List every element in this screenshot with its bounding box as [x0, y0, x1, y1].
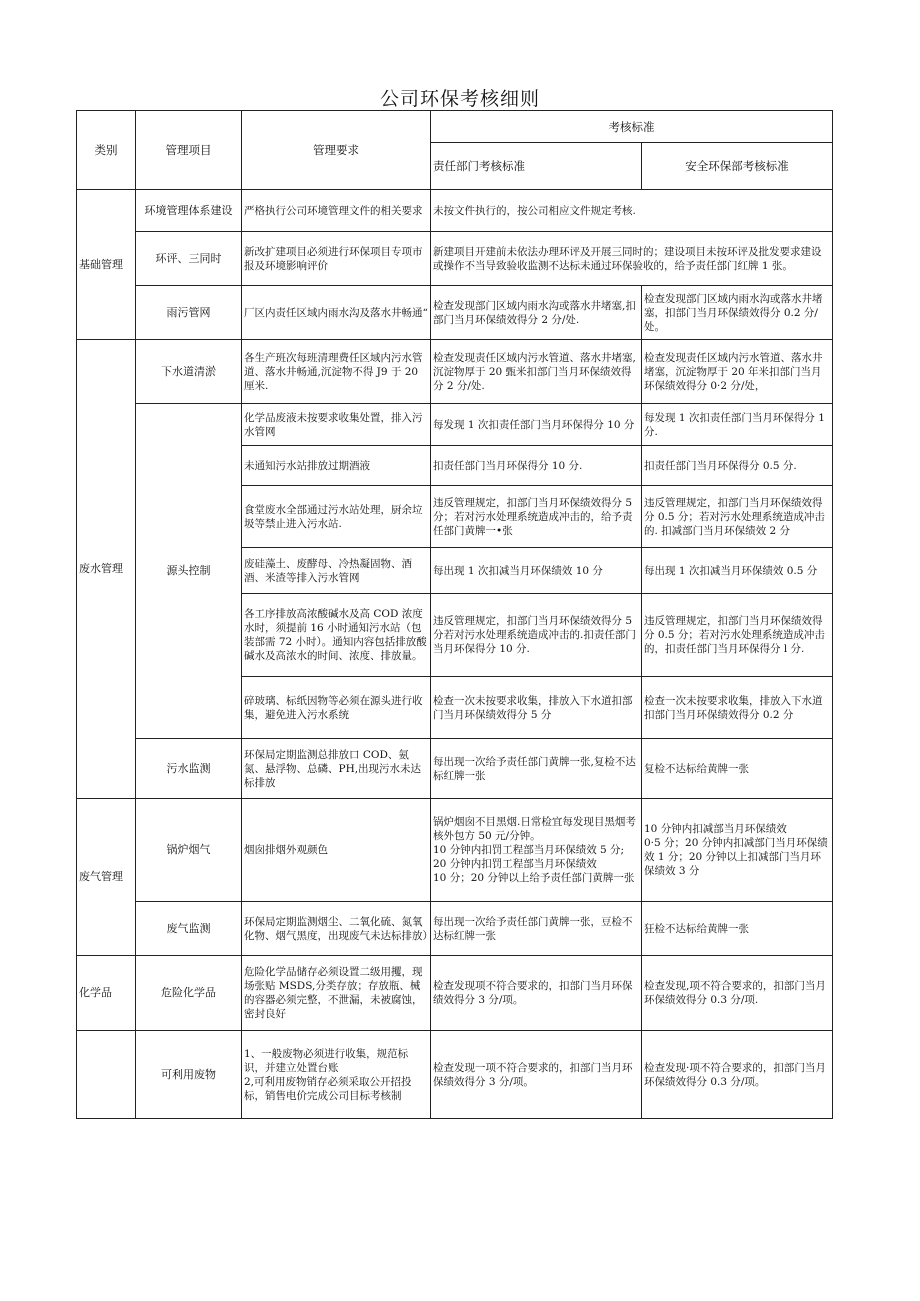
requirement-cell: 废硅藻土、废酵母、冷热凝固物、酒酒、米渣等排入污水管网 [242, 548, 431, 594]
safety-standard-cell: 检查发现,项不符合要求的，扣部门当月环保绩效得分 0.3 分/项. [642, 956, 833, 1031]
item-cell: 废气监测 [136, 902, 242, 956]
safety-standard-cell: 检查一次未按要求收集，排放入下水道扣部门当月环保绩效得分 0.2 分 [642, 677, 833, 739]
table-row [77, 956, 833, 1031]
dept-standard-cell: 每发现 1 次扣责任部门当月环保得分 10 分 [431, 404, 642, 446]
safety-standard-cell: 检查发现·项不符合要求的，扣部门当月环保绩效得分 0.3 分/项。 [642, 1031, 833, 1119]
category-cell: 废水管理 [77, 340, 136, 799]
item-cell: 可利用废物 [136, 1031, 242, 1119]
safety-standard-cell: 违反管理规定，扣部门当月环保绩效得分 0.5 分；若对污水处理系统造成冲击的，扣责任部门当月环保得分 l 分. [642, 594, 833, 677]
dept-standard-cell: 检查发现项不符合要求的，扣部门当月环保绩效得分 3 分/项。 [431, 956, 642, 1031]
requirement-cell: 新改扩建项目必须进行环保项目专项市报及环境影响评价 [242, 232, 431, 286]
dept-standard-cell: 违反管理规定，扣部门当月环保绩效得分 5 分若对污水处理系统造成冲击的.扣责任部门当月环保得分 10 分. [431, 594, 642, 677]
table-row [77, 1031, 833, 1119]
dept-standard-cell: 检查发现部门区域内雨水沟或落水井堵塞,扣部门当月环保绩效得分 2 分/处. [431, 286, 642, 340]
category-cell: 废气管理 [77, 799, 136, 956]
requirement-cell: 未通知污水站排放过期酒液 [242, 446, 431, 486]
header-item: 管理项目 [136, 111, 242, 190]
dept-standard-cell: 检查发现责任区域内污水管道、落水井堵塞,沉淀物厚于 20 甄米扣部门当月环保绩效得分 2 分/处. [431, 340, 642, 404]
item-cell: 锅炉烟气 [136, 799, 242, 902]
category-cell: 基础管理 [77, 190, 136, 340]
table-row [77, 902, 833, 956]
requirement-cell: 烟囱排烟外观颜色 [242, 799, 431, 902]
requirement-cell: 环保局定期监测总排放口 COD、氨氮、悬浮物、总磷、PH,出现污水未达标排放 [242, 739, 431, 799]
dept-standard-cell: 扣责任部门当月环保得分 10 分. [431, 446, 642, 486]
requirement-cell: 化学品废液未按要求收集处置，排入污水管网 [242, 404, 431, 446]
dept-standard-cell: 违反管理规定，扣部门当月环保绩效得分 5 分；若对污水处理系统造成冲击的，给予责任部门黄牌一•张 [431, 486, 642, 548]
category-cell: 化学品 [77, 956, 136, 1031]
table-row [77, 799, 833, 902]
requirement-cell: 食堂废水全部通过污水站处理，厨余垃圾等禁止进入污水站. [242, 486, 431, 548]
requirement-cell: 严格执行公司环境管理文件的相关要求 [242, 190, 431, 232]
requirement-cell: 厂区内责任区域内雨水沟及落水井畅通“ [242, 286, 431, 340]
dept-standard-cell: 每出现一次给予责任部门黄牌一张，豆检不达标红牌一张 [431, 902, 642, 956]
requirement-cell: 危险化学品储存必须设置二级用攫，现场张贴 MSDS,分类存放；存放瓶、械的容器必须完整，不泄漏，未被腐蚀，密封良好 [242, 956, 431, 1031]
item-cell: 下水道清淤 [136, 340, 242, 404]
dept-standard-cell: 检查发现一项不符合要求的，扣部门当月环保绩效得分 3 分/项。 [431, 1031, 642, 1119]
item-cell: 危险化学品 [136, 956, 242, 1031]
safety-standard-cell: 狂检不达标给黄牌一张 [642, 902, 833, 956]
dept-standard-cell: 每出现 1 次扣减当月环保绩效 10 分 [431, 548, 642, 594]
dept-standard-cell: 新建项目开建前未依法办理环评及开展三同时的；建设项目未按环评及批发要求建设或操作不当导致验收监测不达标未通过环保验收的，给予责任部门红牌 1 张。 [431, 232, 833, 286]
dept-standard-cell: 锅炉烟囱不目黑烟.日常检宜每发现目黑烟考核外包方 50 元/分钟。 10 分钟内扣罚工程部当月环保绩效 5 分; 20 分钟内扣罚工程部当月环保绩效 10 分；20 分钟以上给予责任部门黄牌一张 [431, 799, 642, 902]
item-cell: 环评、三同时 [136, 232, 242, 286]
safety-standard-cell: 每发现 1 次扣责任部门当月环保得分 1 分. [642, 404, 833, 446]
page-title: 公司环保考核细则 [379, 88, 540, 110]
table-row [77, 232, 833, 286]
dept-standard-cell: 检查一次未按要求收集，排放入下水道扣部门当月环保绩效得分 5 分 [431, 677, 642, 739]
item-cell: 污水监测 [136, 739, 242, 799]
safety-standard-cell: 检查发现责任区域内污水管道、落水井堵塞，沉淀物厚于 20 年米扣部门当月环保绩效得分 0·2 分/处， [642, 340, 833, 404]
safety-standard-cell: 复检不达标给黄牌一张 [642, 739, 833, 799]
item-cell: 源头控制 [136, 404, 242, 739]
header-requirement: 管理要求 [242, 111, 431, 190]
safety-standard-cell: 扣责任部门当月环保得分 0.5 分. [642, 446, 833, 486]
requirement-cell: 各工序排放高浓酸碱水及高 COD 浓度水时，须提前 16 小时通知污水站（包装部需 72 小时）。通知内容包括排放酸碱水及高浓水的时间、浓度、排放量。 [242, 594, 431, 677]
safety-standard-cell: 检查发现部门区域内雨水沟或落水井堵塞，扣部门当月环保绩效得分 0.2 分/处。 [642, 286, 833, 340]
header-standard: 考核标准 [431, 111, 833, 143]
item-cell: 雨污管网 [136, 286, 242, 340]
requirement-cell: 各生产班次每班清理费任区域内污水管道、落水井畅通,沉淀物不得 J9 于 20 厘米. [242, 340, 431, 404]
header-safety-standard: 安全环保部考核标准 [642, 143, 833, 190]
table-row [77, 739, 833, 799]
safety-standard-cell: 每出现 1 次扣减当月环保绩效 0.5 分 [642, 548, 833, 594]
table-row [77, 404, 833, 446]
dept-standard-cell: 未按文件执行的，按公司相应文件规定考核. [431, 190, 833, 232]
safety-standard-cell: 10 分钟内扣减部当月环保绩效 0·5 分；20 分钟内扣减部门当月环保绩效 1 分；20 分钟以上扣减部门当月环保绩效 3 分 [642, 799, 833, 902]
table-row [77, 190, 833, 232]
requirement-cell: 1、一般废物必须进行收集，规范标识，并建立处置台账 2,可利用废物销存必须采取公开招投标，销售电价完成公司目标考核制 [242, 1031, 431, 1119]
table-row [77, 340, 833, 404]
assessment-table [76, 110, 833, 1119]
table-row [77, 286, 833, 340]
header-dept-standard: 责任部门考核标准 [431, 143, 642, 190]
requirement-cell: 环保局定期监测烟尘、二氧化硫、氮氧化物、烟气黑度，出现废气未达标排放） [242, 902, 431, 956]
requirement-cell: 碎玻璃、标纸因物等必须在源头进行收集，避免进入污水系统 [242, 677, 431, 739]
item-cell: 环境管理体系建设 [136, 190, 242, 232]
dept-standard-cell: 每出现一次给予责任部门黄牌一张,复检不达标红牌一张 [431, 739, 642, 799]
safety-standard-cell: 违反管理规定，扣部门当月环保绩效得分 0.5 分；若对污水处理系统造成冲击的. 扣减部门当月环保绩效 2 分 [642, 486, 833, 548]
category-cell [77, 1031, 136, 1119]
header-category: 类别 [77, 111, 136, 190]
